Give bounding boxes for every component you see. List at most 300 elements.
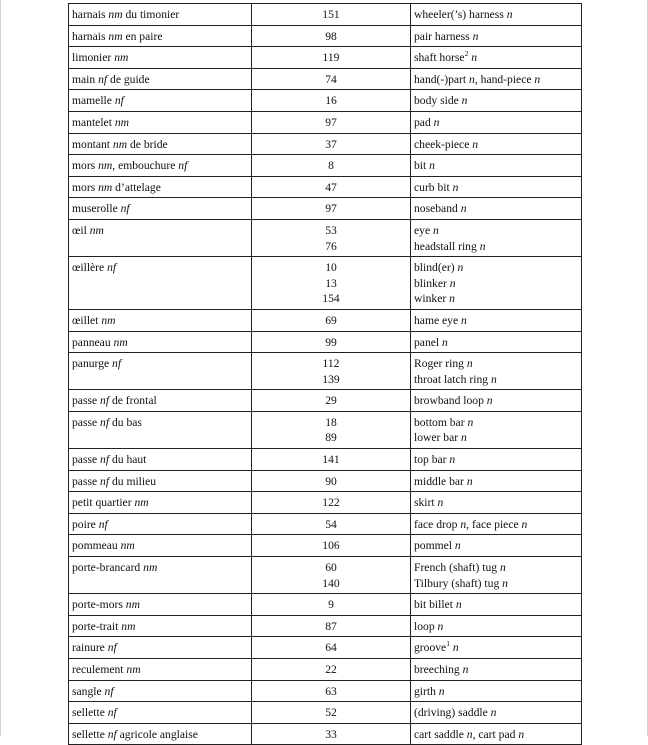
french-term-line [72,180,248,196]
grammar-tag: n [467,415,474,429]
term-text: eye [414,223,433,237]
grammar-tag: n [460,517,467,531]
glossary-body [69,4,582,745]
term-text: du bas [109,415,142,429]
page-reference [252,411,411,448]
french-term [69,176,252,198]
french-term-line [72,662,248,678]
term-text: sellette [72,706,108,720]
french-term-line [72,72,248,88]
french-term [69,4,252,26]
english-equivalent [411,492,582,514]
grammar-tag: n [457,261,464,275]
english-term-line [414,291,578,307]
page-reference [252,331,411,353]
term-text: curb bit [414,180,453,194]
table-row [69,111,582,133]
english-term-line [414,684,578,700]
grammar-tag: nf [100,453,110,467]
french-term [69,331,252,353]
french-term-line [72,474,248,490]
french-term-line [72,313,248,329]
grammar-tag: n [452,180,459,194]
french-term [69,535,252,557]
grammar-tag: n [449,453,456,467]
term-text: Roger ring [414,357,467,371]
english-term-line [414,576,578,592]
page-reference [252,492,411,514]
french-term [69,353,252,390]
french-term-line [72,393,248,409]
grammar-tag: n [461,313,467,327]
grammar-tag: nm [113,335,128,349]
page-number: 8 [328,159,334,173]
grammar-tag: n [534,72,541,86]
term-text: œillet [72,313,102,327]
english-equivalent [411,659,582,681]
term-text: porte-trait [72,619,122,633]
term-text: mors [72,180,99,194]
grammar-tag: n [506,8,513,21]
grammar-tag: nm [101,313,116,327]
page-reference [252,47,411,69]
english-equivalent [411,176,582,198]
english-term-line [414,335,578,351]
term-text: sangle [72,684,105,698]
term-text: muserolle [72,202,121,216]
english-equivalent [411,219,582,256]
grammar-tag: nm [114,51,129,65]
grammar-tag: nf [100,394,110,408]
grammar-tag: nm [126,663,141,676]
english-equivalent [411,470,582,492]
french-term-line [72,640,248,656]
term-text: hame eye [414,313,461,327]
english-term-line [414,201,578,217]
page-number: 97 [325,202,337,216]
english-equivalent [411,594,582,616]
table-row [69,513,582,535]
french-term-line [72,560,248,576]
page-number: 54 [325,517,337,531]
table-row [69,470,582,492]
table-row [69,176,582,198]
term-text: , hand-piece [474,72,535,86]
english-term-line [414,93,578,109]
french-term [69,492,252,514]
grammar-tag: nf [114,94,124,108]
english-term-line [414,517,578,533]
term-text: reculement [72,663,127,676]
grammar-tag: n [442,335,448,349]
grammar-tag: nf [112,357,122,371]
french-term-line [72,223,248,239]
grammar-tag: n [452,641,459,655]
page-number: 97 [325,115,337,129]
grammar-tag: n [461,94,468,108]
term-text: montant [72,137,113,151]
english-term-line [414,640,578,656]
table-row [69,637,582,659]
english-equivalent [411,198,582,220]
grammar-tag: nf [178,159,188,173]
term-text: blind(er) [414,261,458,275]
page-reference [252,723,411,745]
french-term [69,411,252,448]
page-number: 13 [325,276,337,290]
term-text: œil [72,223,90,237]
french-term-line [72,517,248,533]
french-term-line [72,335,248,351]
term-text: hand(-)part [414,72,470,86]
page-reference [252,25,411,47]
english-equivalent [411,4,582,26]
french-term [69,557,252,594]
english-equivalent [411,309,582,331]
french-term [69,133,252,155]
grammar-tag: nm [143,561,158,575]
table-row [69,155,582,177]
table-row [69,702,582,724]
page-number: 29 [325,394,337,408]
page-reference [252,615,411,637]
term-text: limonier [72,51,115,65]
grammar-tag: n [461,431,467,445]
french-term-line [72,115,248,131]
english-equivalent [411,723,582,745]
page-number: 69 [325,313,337,327]
page-number: 87 [325,619,337,633]
term-text: French (shaft) tug [414,561,500,575]
english-equivalent [411,535,582,557]
grammar-tag: n [449,292,455,306]
page-number: 89 [325,431,337,445]
page-reference [252,155,411,177]
page-reference [252,449,411,471]
term-text: groove [414,641,447,655]
grammar-tag: n [472,29,479,43]
grammar-tag: nf [104,684,114,698]
page-reference [252,309,411,331]
french-term-line [72,93,248,109]
table-row [69,90,582,112]
term-text: passe [72,394,101,408]
grammar-tag: nf [98,517,108,531]
table-row [69,535,582,557]
homograph-number: 2 [464,49,469,59]
page-reference [252,594,411,616]
term-text: harnais [72,8,109,21]
grammar-tag: nm [89,223,104,237]
page-reference [252,702,411,724]
french-term [69,155,252,177]
french-term-line [72,684,248,700]
english-term-line [414,495,578,511]
french-term-line [72,29,248,45]
term-text: winker [414,292,450,306]
page-number: 140 [322,576,340,590]
grammar-tag: n [469,72,475,86]
page-reference [252,557,411,594]
page-number: 151 [322,8,340,21]
grammar-tag: n [466,474,473,488]
grammar-tag: nm [108,29,123,43]
french-term-line [72,260,248,276]
page-number: 64 [325,641,337,655]
grammar-tag: n [486,394,493,408]
term-text: wheeler(’s) harness [414,8,507,21]
term-text: blinker [414,276,450,290]
term-text: middle bar [414,474,467,488]
french-term-line [72,158,248,174]
table-row [69,615,582,637]
grammar-tag: n [460,202,467,216]
grammar-tag: n [472,137,479,151]
french-term-line [72,415,248,431]
page-reference [252,219,411,256]
grammar-tag: n [502,576,508,590]
term-text: rainure [72,641,108,655]
grammar-tag: nm [112,137,128,151]
english-equivalent [411,111,582,133]
french-term-line [72,727,248,743]
term-text: loop [414,619,438,633]
page-reference [252,4,411,26]
page-number: 9 [328,598,334,612]
english-term-line [414,223,578,239]
page-number: 106 [322,539,340,553]
english-term-line [414,260,578,276]
page-reference [252,257,411,310]
glossary-table [68,3,582,745]
term-text: pommeau [72,539,121,553]
page-number: 60 [325,561,337,575]
page-number: 99 [325,335,337,349]
english-equivalent [411,702,582,724]
english-equivalent [411,90,582,112]
grammar-tag: nf [107,706,117,720]
term-text: face drop [414,517,461,531]
page-number: 112 [322,357,340,371]
french-term-line [72,597,248,613]
french-term [69,470,252,492]
term-text: body side [414,94,462,108]
french-term-line [72,538,248,554]
french-term [69,637,252,659]
page-reference [252,535,411,557]
french-term [69,25,252,47]
grammar-tag: n [479,239,486,253]
page-number: 154 [322,292,340,306]
english-equivalent [411,68,582,90]
table-row [69,353,582,390]
page-number: 47 [325,180,337,194]
french-term [69,111,252,133]
term-text: pair harness [414,29,473,43]
french-term [69,90,252,112]
english-term-line [414,313,578,329]
grammar-tag: n [455,598,462,612]
french-term [69,702,252,724]
page-reference [252,198,411,220]
homograph-number: 1 [446,639,450,649]
term-text: en paire [122,29,163,43]
grammar-tag: nm [120,539,135,553]
term-text: du timonier [122,8,180,21]
term-text: skirt [414,496,438,510]
table-row [69,411,582,448]
term-text: noseband [414,202,461,216]
english-equivalent [411,615,582,637]
page-number: 141 [322,453,340,467]
term-text: mantelet [72,115,115,129]
page-reference [252,90,411,112]
grammar-tag: n [499,561,506,575]
term-text: passe [72,453,101,467]
term-text: breeching [414,663,463,676]
page-number: 139 [322,372,340,386]
term-text: mors [72,159,99,173]
term-text: pad [414,115,434,129]
grammar-tag: nm [108,8,123,21]
grammar-tag: nf [100,415,110,429]
french-term-line [72,619,248,635]
grammar-tag: nf [107,261,117,275]
page-reference [252,176,411,198]
page-number: 122 [322,496,340,510]
grammar-tag: nf [107,641,117,655]
english-term-line [414,474,578,490]
term-text: , embouchure [112,159,179,173]
english-equivalent [411,25,582,47]
term-text: cheek-piece [414,137,473,151]
french-term [69,390,252,412]
page-number: 33 [325,727,337,741]
english-term-line [414,372,578,388]
table-row [69,659,582,681]
page-number: 74 [325,72,337,86]
english-equivalent [411,353,582,390]
english-term-line [414,597,578,613]
french-term [69,68,252,90]
table-row [69,4,582,26]
page-number: 90 [325,474,337,488]
term-text: throat latch ring [414,372,491,386]
english-equivalent [411,257,582,310]
page-reference [252,111,411,133]
table-row [69,198,582,220]
table-row [69,257,582,310]
english-equivalent [411,680,582,702]
english-term-line [414,430,578,446]
grammar-tag: nm [98,159,113,173]
grammar-tag: n [490,706,497,720]
table-row [69,219,582,256]
grammar-tag: n [449,276,456,290]
french-term-line [72,7,248,23]
french-term [69,219,252,256]
english-term-line [414,705,578,721]
grammar-tag: nm [98,180,113,194]
english-term-line [414,158,578,174]
english-term-line [414,452,578,468]
french-term-line [72,356,248,372]
english-equivalent [411,513,582,535]
french-term [69,594,252,616]
french-term-line [72,137,248,153]
page-number: 22 [325,663,337,676]
french-term [69,615,252,637]
term-text: du milieu [109,474,157,488]
page-reference [252,680,411,702]
french-term [69,513,252,535]
table-row [69,309,582,331]
english-term-line [414,560,578,576]
page-number: 98 [325,29,337,43]
english-term-line [414,137,578,153]
english-equivalent [411,557,582,594]
english-equivalent [411,411,582,448]
term-text: Tilbury (shaft) tug [414,576,503,590]
english-equivalent [411,155,582,177]
term-text: girth [414,684,439,698]
table-row [69,331,582,353]
english-equivalent [411,390,582,412]
grammar-tag: n [433,115,440,129]
term-text: passe [72,474,101,488]
term-text: œillère [72,261,108,275]
grammar-tag: n [462,663,469,676]
english-term-line [414,50,578,66]
term-text: poire [72,517,99,531]
page-number: 37 [325,137,337,151]
page-edge-left [0,0,1,736]
page-reference [252,390,411,412]
english-term-line [414,415,578,431]
grammar-tag: n [521,517,528,531]
term-text: du haut [109,453,147,467]
grammar-tag: nf [107,727,117,741]
english-equivalent [411,637,582,659]
term-text: top bar [414,453,450,467]
term-text: pommel [414,539,455,553]
page-reference [252,637,411,659]
grammar-tag: n [429,159,435,173]
grammar-tag: n [466,357,473,371]
table-row [69,25,582,47]
term-text: bottom bar [414,415,468,429]
term-text: de guide [107,72,150,86]
page-reference [252,68,411,90]
table-row [69,133,582,155]
term-text: panneau [72,335,114,349]
page-reference [252,353,411,390]
french-term [69,47,252,69]
page-number: 119 [322,51,340,65]
french-term [69,723,252,745]
term-text: panel [414,335,443,349]
table-row [69,723,582,745]
french-term [69,449,252,471]
page-reference [252,133,411,155]
table-row [69,594,582,616]
page-number: 18 [325,415,337,429]
grammar-tag: n [437,496,444,510]
table-row [69,390,582,412]
grammar-tag: n [490,372,497,386]
english-term-line [414,727,578,743]
english-equivalent [411,449,582,471]
